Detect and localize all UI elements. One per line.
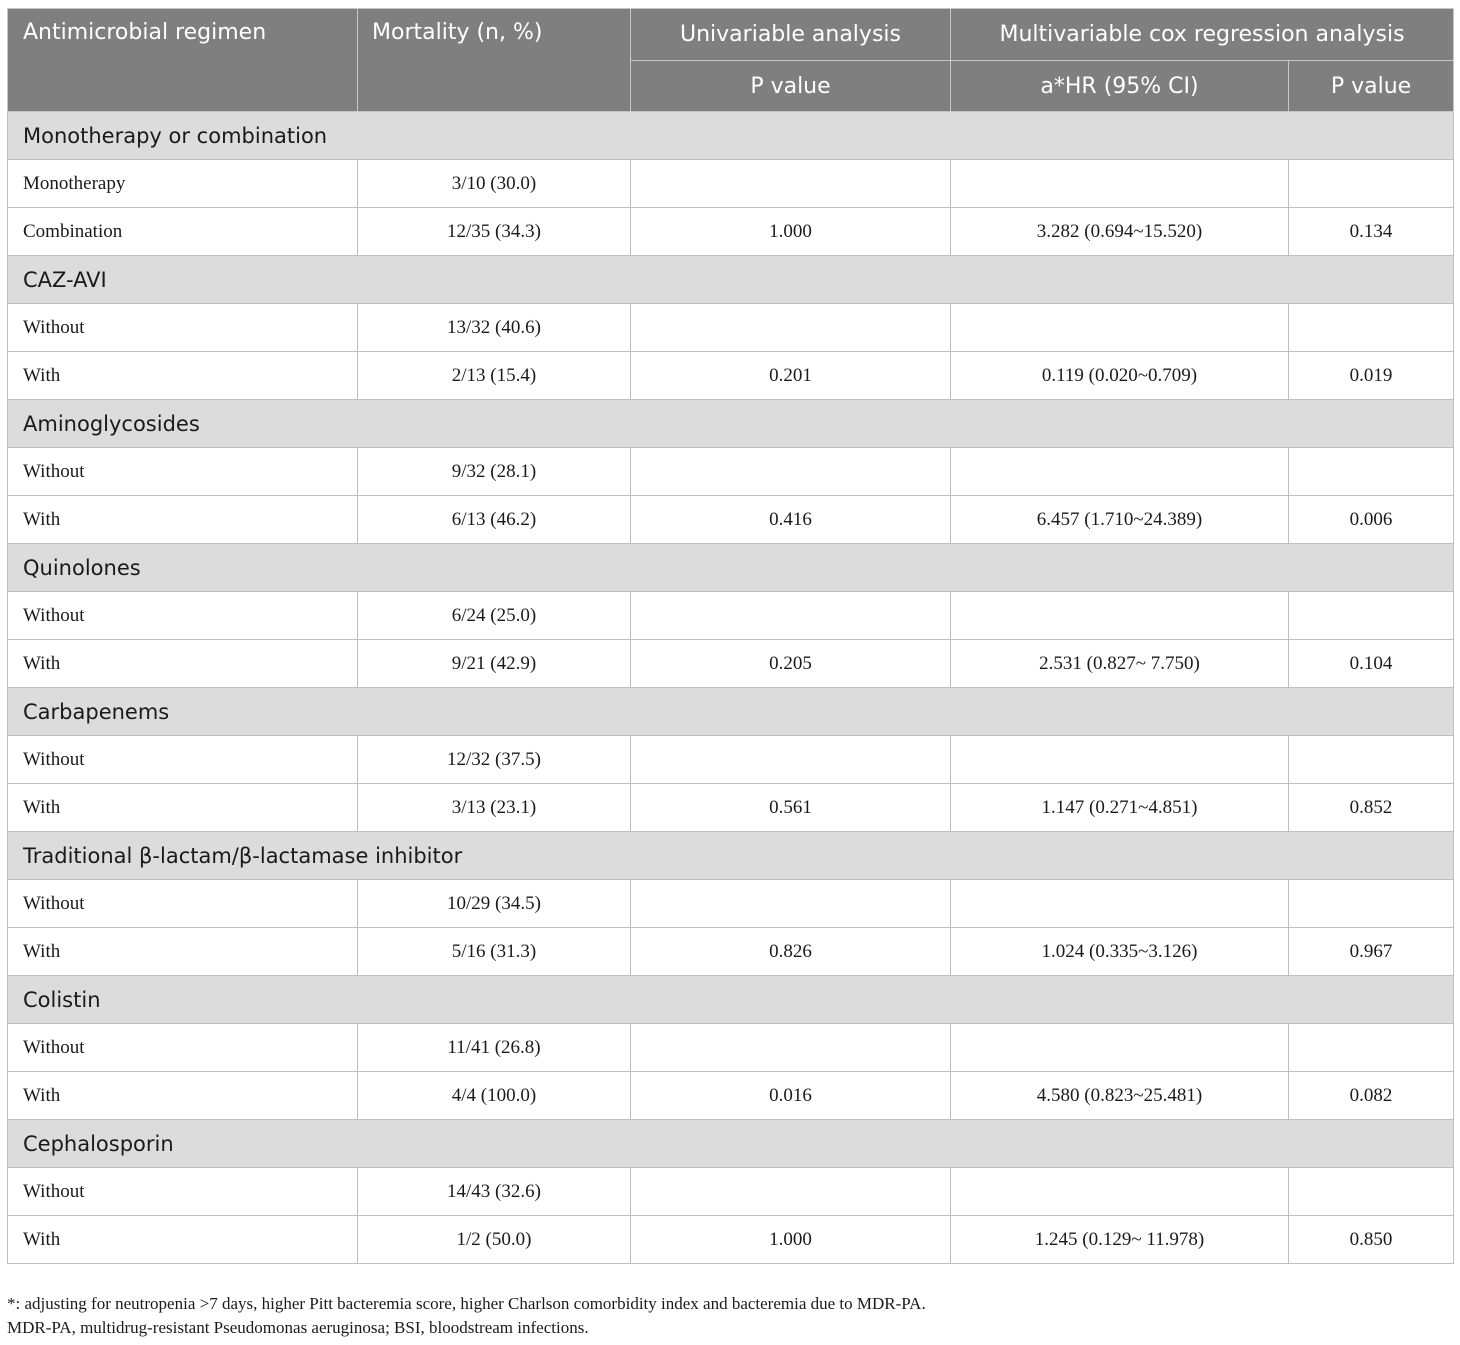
- group-label: Cephalosporin: [8, 1120, 1454, 1168]
- footnote-abbreviations: MDR-PA, multidrug-resistant Pseudomonas aeruginosa; BSI, bloodstream infections.: [7, 1318, 589, 1337]
- table-row: [8, 640, 1454, 688]
- uni-p-value-cell: 0.561: [631, 784, 951, 832]
- mortality-cell: 6/24 (25.0): [358, 592, 631, 640]
- row-label: With: [8, 784, 358, 832]
- row-label: Without: [8, 592, 358, 640]
- multi-p-value-cell: 0.006: [1289, 496, 1454, 544]
- mortality-cell: 4/4 (100.0): [358, 1072, 631, 1120]
- multi-p-value-cell: [1289, 1024, 1454, 1072]
- header-ahr: a*HR (95% CI): [951, 61, 1289, 112]
- row-label: With: [8, 1072, 358, 1120]
- ahr-cell: [951, 304, 1289, 352]
- table-row: [8, 1168, 1454, 1216]
- multi-p-value-cell: 0.104: [1289, 640, 1454, 688]
- multi-p-value-cell: [1289, 160, 1454, 208]
- multi-p-value-cell: 0.019: [1289, 352, 1454, 400]
- ahr-cell: [951, 1024, 1289, 1072]
- multi-p-value-cell: 0.850: [1289, 1216, 1454, 1264]
- mortality-cell: 13/32 (40.6): [358, 304, 631, 352]
- uni-p-value-cell: [631, 448, 951, 496]
- row-label: Combination: [8, 208, 358, 256]
- table-body: [8, 112, 1454, 1264]
- ahr-cell: [951, 880, 1289, 928]
- uni-p-value-cell: 0.826: [631, 928, 951, 976]
- table-row: [8, 736, 1454, 784]
- header-antimicrobial-regimen: Antimicrobial regimen: [8, 9, 358, 112]
- row-label: Without: [8, 448, 358, 496]
- uni-p-value-cell: [631, 736, 951, 784]
- header-mortality: Mortality (n, %): [358, 9, 631, 112]
- row-label: Without: [8, 736, 358, 784]
- group-label: Quinolones: [8, 544, 1454, 592]
- row-label: With: [8, 352, 358, 400]
- ahr-cell: [951, 592, 1289, 640]
- ahr-cell: 1.024 (0.335~3.126): [951, 928, 1289, 976]
- table-header: [8, 9, 1454, 112]
- header-univariable: Univariable analysis: [631, 9, 951, 61]
- multi-p-value-cell: 0.852: [1289, 784, 1454, 832]
- uni-p-value-cell: 0.205: [631, 640, 951, 688]
- row-label: With: [8, 928, 358, 976]
- uni-p-value-cell: [631, 160, 951, 208]
- ahr-cell: [951, 160, 1289, 208]
- group-row: [8, 400, 1454, 448]
- group-label: Colistin: [8, 976, 1454, 1024]
- table-row: [8, 784, 1454, 832]
- uni-p-value-cell: 1.000: [631, 208, 951, 256]
- row-label: Without: [8, 1168, 358, 1216]
- group-label: Traditional β-lactam/β-lactamase inhibitor: [8, 832, 1454, 880]
- group-label: CAZ-AVI: [8, 256, 1454, 304]
- table-row: [8, 352, 1454, 400]
- ahr-cell: 0.119 (0.020~0.709): [951, 352, 1289, 400]
- mortality-cell: 3/13 (23.1): [358, 784, 631, 832]
- uni-p-value-cell: 0.201: [631, 352, 951, 400]
- group-row: [8, 688, 1454, 736]
- mortality-cell: 5/16 (31.3): [358, 928, 631, 976]
- ahr-cell: [951, 448, 1289, 496]
- uni-p-value-cell: [631, 1168, 951, 1216]
- row-label: Without: [8, 880, 358, 928]
- group-row: [8, 256, 1454, 304]
- mortality-cell: 1/2 (50.0): [358, 1216, 631, 1264]
- uni-p-value-cell: [631, 304, 951, 352]
- group-label: Monotherapy or combination: [8, 112, 1454, 160]
- table-row: [8, 592, 1454, 640]
- ahr-cell: [951, 1168, 1289, 1216]
- uni-p-value-cell: 1.000: [631, 1216, 951, 1264]
- ahr-cell: [951, 736, 1289, 784]
- table-row: [8, 880, 1454, 928]
- header-uni-p-value: P value: [631, 61, 951, 112]
- results-table: [7, 8, 1454, 1264]
- footnotes: [7, 1292, 926, 1340]
- table-row: [8, 1216, 1454, 1264]
- ahr-cell: 4.580 (0.823~25.481): [951, 1072, 1289, 1120]
- uni-p-value-cell: 0.016: [631, 1072, 951, 1120]
- multi-p-value-cell: [1289, 736, 1454, 784]
- ahr-cell: 1.245 (0.129~ 11.978): [951, 1216, 1289, 1264]
- ahr-cell: 1.147 (0.271~4.851): [951, 784, 1289, 832]
- header-multi-p-value: P value: [1289, 61, 1454, 112]
- table-row: [8, 208, 1454, 256]
- mortality-cell: 14/43 (32.6): [358, 1168, 631, 1216]
- mortality-cell: 9/32 (28.1): [358, 448, 631, 496]
- ahr-cell: 3.282 (0.694~15.520): [951, 208, 1289, 256]
- uni-p-value-cell: [631, 1024, 951, 1072]
- multi-p-value-cell: 0.967: [1289, 928, 1454, 976]
- mortality-cell: 6/13 (46.2): [358, 496, 631, 544]
- table-row: [8, 304, 1454, 352]
- uni-p-value-cell: [631, 880, 951, 928]
- ahr-cell: 2.531 (0.827~ 7.750): [951, 640, 1289, 688]
- group-row: [8, 544, 1454, 592]
- table-row: [8, 448, 1454, 496]
- multi-p-value-cell: [1289, 1168, 1454, 1216]
- mortality-cell: 2/13 (15.4): [358, 352, 631, 400]
- table-row: [8, 1024, 1454, 1072]
- group-row: [8, 976, 1454, 1024]
- table-row: [8, 928, 1454, 976]
- mortality-cell: 3/10 (30.0): [358, 160, 631, 208]
- row-label: Monotherapy: [8, 160, 358, 208]
- multi-p-value-cell: [1289, 592, 1454, 640]
- row-label: With: [8, 1216, 358, 1264]
- table-row: [8, 496, 1454, 544]
- multi-p-value-cell: 0.134: [1289, 208, 1454, 256]
- multi-p-value-cell: [1289, 448, 1454, 496]
- results-table-container: [7, 8, 1453, 1264]
- multi-p-value-cell: [1289, 880, 1454, 928]
- mortality-cell: 9/21 (42.9): [358, 640, 631, 688]
- uni-p-value-cell: 0.416: [631, 496, 951, 544]
- uni-p-value-cell: [631, 592, 951, 640]
- footnote-adjustment: *: adjusting for neutropenia >7 days, higher Pitt bacteremia score, higher Charlson comorbidity index and bacteremia due to MDR-PA.: [7, 1294, 926, 1313]
- mortality-cell: 12/32 (37.5): [358, 736, 631, 784]
- row-label: With: [8, 640, 358, 688]
- multi-p-value-cell: [1289, 304, 1454, 352]
- row-label: Without: [8, 1024, 358, 1072]
- row-label: With: [8, 496, 358, 544]
- table-row: [8, 1072, 1454, 1120]
- group-label: Carbapenems: [8, 688, 1454, 736]
- mortality-cell: 12/35 (34.3): [358, 208, 631, 256]
- table-row: [8, 160, 1454, 208]
- group-row: [8, 832, 1454, 880]
- group-row: [8, 1120, 1454, 1168]
- multi-p-value-cell: 0.082: [1289, 1072, 1454, 1120]
- group-label: Aminoglycosides: [8, 400, 1454, 448]
- mortality-cell: 10/29 (34.5): [358, 880, 631, 928]
- header-multivariable: Multivariable cox regression analysis: [951, 9, 1454, 61]
- ahr-cell: 6.457 (1.710~24.389): [951, 496, 1289, 544]
- row-label: Without: [8, 304, 358, 352]
- mortality-cell: 11/41 (26.8): [358, 1024, 631, 1072]
- group-row: [8, 112, 1454, 160]
